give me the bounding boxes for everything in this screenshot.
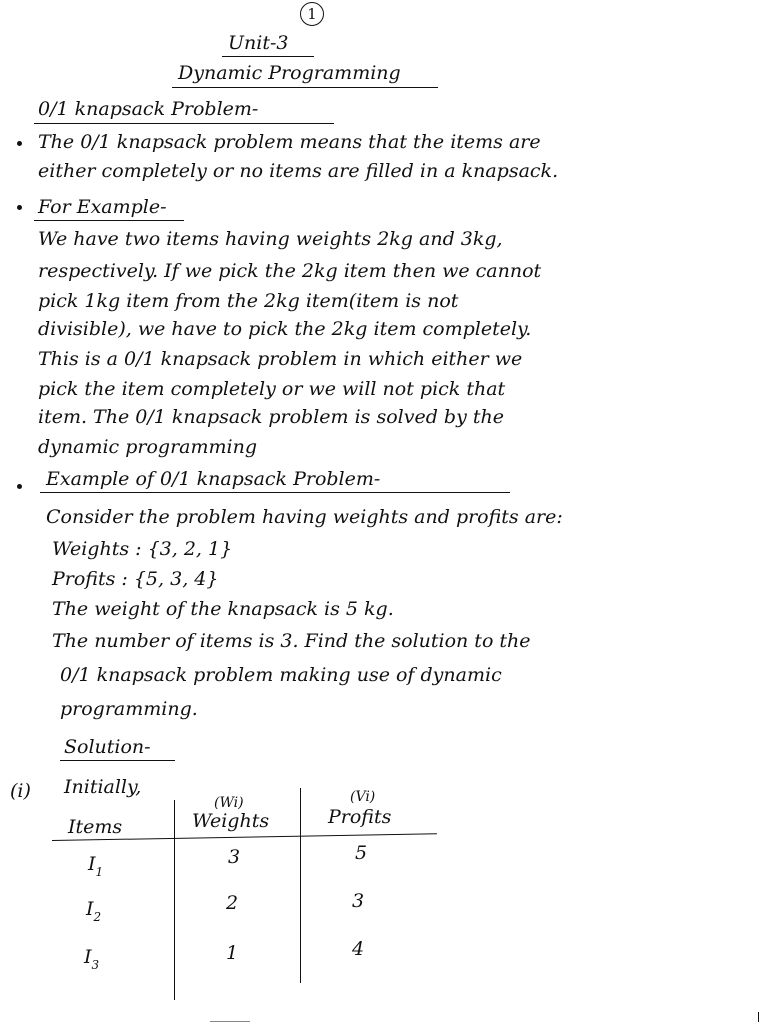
table-row-weight: 3 <box>228 846 241 868</box>
example-text-line: divisible), we have to pick the 2kg item completely. <box>38 318 532 340</box>
table-column-divider <box>300 788 301 983</box>
solution-heading: Solution- <box>64 736 151 758</box>
table-header-profits: Profits <box>328 806 392 828</box>
bullet-dot <box>17 205 22 210</box>
unit-underline <box>222 56 314 57</box>
title-underline <box>172 87 438 88</box>
bullet-text-line: either completely or no items are filled in a knapsack. <box>38 160 559 182</box>
problem-text-line: programming. <box>60 698 198 720</box>
table-row-item: $I_1$ <box>88 853 104 879</box>
bullet-dot <box>17 141 22 146</box>
table-header-weights: Weights <box>192 810 270 832</box>
problem-text-line: 0/1 knapsack problem making use of dynamic <box>60 664 502 686</box>
table-row-weight: 1 <box>226 942 239 964</box>
table-row-item: $I_2$ <box>86 898 102 924</box>
unit-heading: Unit-3 <box>228 32 289 54</box>
section-heading-example: Example of 0/1 knapsack Problem- <box>46 468 381 490</box>
section-heading-knapsack: 0/1 knapsack Problem- <box>38 98 259 120</box>
example-heading: For Example- <box>38 196 167 218</box>
table-header-weights-symbol: (Wi) <box>214 795 244 811</box>
example-text-line: We have two items having weights 2kg and 3kg, <box>38 228 503 250</box>
solution-underline <box>60 760 175 761</box>
example-text-line: item. The 0/1 knapsack problem is solved by the <box>38 406 504 428</box>
table-row-profit: 4 <box>352 938 365 960</box>
example-text-line: respectively. If we pick the 2kg item then we cannot <box>38 260 542 282</box>
page-edge-mark <box>210 1021 250 1022</box>
page-title: Dynamic Programming <box>178 62 401 84</box>
profits-line: Profits : {5, 3, 4} <box>52 568 219 590</box>
step-number: (i) <box>10 780 31 802</box>
table-row-item: $I_3$ <box>84 946 100 972</box>
example-text-line: dynamic programming <box>38 436 258 458</box>
table-header-profits-symbol: (Vi) <box>350 789 376 805</box>
table-header-items: Items <box>68 816 123 838</box>
section-heading-underline <box>40 492 510 493</box>
table-row-weight: 2 <box>226 892 239 914</box>
example-text-line: pick the item completely or we will not pick that <box>38 378 506 400</box>
problem-text-line: Consider the problem having weights and profits are: <box>46 506 563 528</box>
problem-text-line: The number of items is 3. Find the solution to the <box>52 630 531 652</box>
table-row-profit: 5 <box>355 842 368 864</box>
table-column-divider <box>174 800 175 1000</box>
bullet-dot <box>17 484 22 489</box>
page-edge-mark <box>758 1012 759 1022</box>
example-heading-underline <box>34 220 184 221</box>
weights-line: Weights : {3, 2, 1} <box>52 538 233 560</box>
step-text: Initially, <box>64 776 142 798</box>
example-text-line: This is a 0/1 knapsack problem in which either we <box>38 348 523 370</box>
page-number: 1 <box>300 2 324 26</box>
bullet-text-line: The 0/1 knapsack problem means that the items are <box>38 131 541 153</box>
table-row-profit: 3 <box>352 890 365 912</box>
section-heading-underline <box>34 123 334 124</box>
example-text-line: pick 1kg item from the 2kg item(item is not <box>38 290 459 312</box>
problem-text-line: The weight of the knapsack is 5 kg. <box>52 598 394 620</box>
